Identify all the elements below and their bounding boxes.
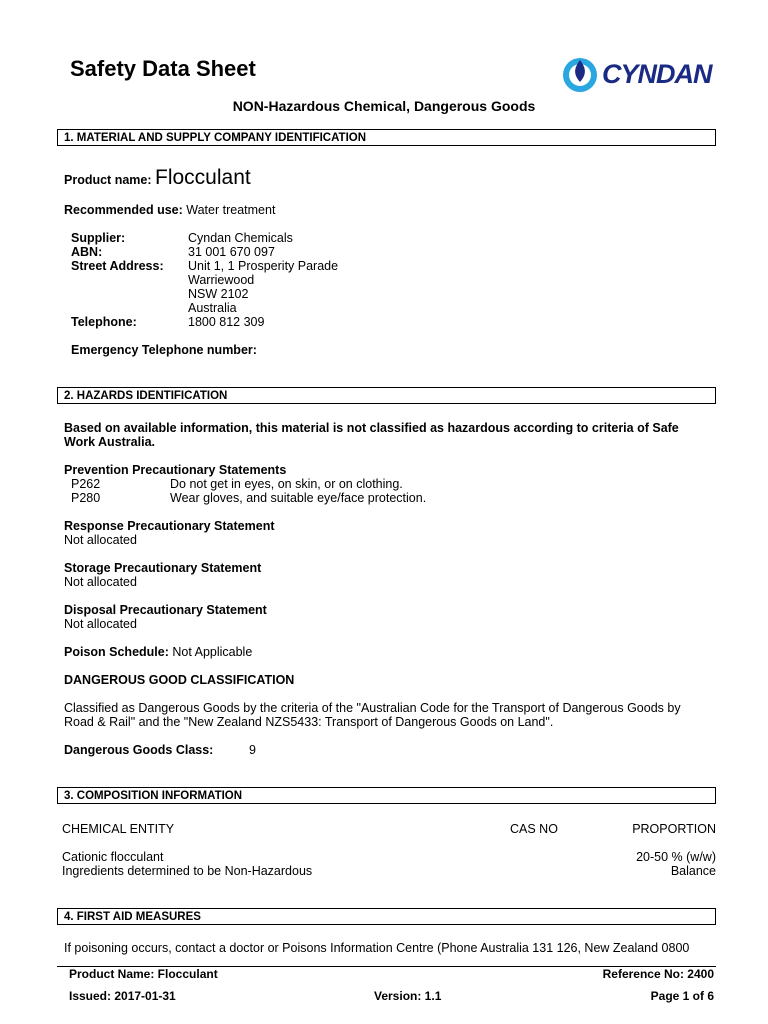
prevention-text-p262: Do not get in eyes, on skin, or on clothing. [170, 477, 403, 491]
col-cas-no: CAS NO [510, 822, 558, 836]
dangerous-good-heading: DANGEROUS GOOD CLASSIFICATION [64, 673, 295, 687]
document-subtitle: NON-Hazardous Chemical, Dangerous Goods [232, 98, 536, 114]
prevention-code-p262: P262 [71, 477, 101, 491]
dangerous-goods-class-label: Dangerous Goods Class: [64, 743, 214, 757]
composition-row-1-entity: Cationic flocculant [62, 850, 164, 864]
footer-issued: Issued: 2017-01-31 [69, 989, 176, 1003]
dangerous-good-line-2: Road & Rail" and the "New Zealand NZS5433: Transport of Dangerous Goods on Land". [64, 715, 554, 729]
prevention-code-p280: P280 [71, 491, 101, 505]
street-address-line-1: Unit 1, 1 Prosperity Parade [188, 259, 339, 273]
disposal-heading: Disposal Precautionary Statement [64, 603, 267, 617]
street-address-line-3: NSW 2102 [188, 287, 249, 301]
product-name-row [64, 166, 251, 190]
logo-text: CYNDAN [602, 59, 712, 89]
composition-row-2-proportion: Balance [670, 864, 716, 878]
footer-version: Version: 1.1 [374, 989, 442, 1003]
cyndan-logo [560, 54, 720, 94]
response-value: Not allocated [64, 533, 137, 547]
composition-row-1-proportion: 20-50 % (w/w) [636, 850, 716, 864]
section-1-heading: 1. MATERIAL AND SUPPLY COMPANY IDENTIFICATION [57, 129, 716, 146]
supplier-value: Cyndan Chemicals [188, 231, 293, 245]
abn-value: 31 001 670 097 [188, 245, 275, 259]
telephone-label: Telephone: [71, 315, 137, 329]
product-name-label: Product name: [64, 173, 152, 187]
response-heading: Response Precautionary Statement [64, 519, 275, 533]
product-name-value: Flocculant [155, 166, 251, 189]
section-3-heading: 3. COMPOSITION INFORMATION [57, 787, 716, 804]
hazard-intro-line-1: Based on available information, this material is not classified as hazardous according to criteria of Safe [64, 421, 679, 435]
document-title: Safety Data Sheet [70, 56, 256, 81]
col-chemical-entity: CHEMICAL ENTITY [62, 822, 175, 836]
storage-heading: Storage Precautionary Statement [64, 561, 262, 575]
storage-value: Not allocated [64, 575, 137, 589]
logo-drop-icon [560, 54, 600, 94]
poison-schedule-value: Not Applicable [172, 645, 253, 659]
dangerous-good-line-1: Classified as Dangerous Goods by the criteria of the "Australian Code for the Transport of Dangerous Goods by [64, 701, 681, 715]
recommended-use-label: Recommended use: [64, 203, 183, 217]
composition-row-2-entity: Ingredients determined to be Non-Hazardous [62, 864, 313, 878]
disposal-value: Not allocated [64, 617, 137, 631]
abn-label: ABN: [71, 245, 103, 259]
hazard-intro-line-2: Work Australia. [64, 435, 155, 449]
footer-product-name: Product Name: Flocculant [69, 967, 218, 981]
street-address-line-4: Australia [188, 301, 237, 315]
footer-reference-no: Reference No: 2400 [602, 967, 714, 981]
footer-page-number: Page 1 of 6 [650, 989, 714, 1003]
prevention-heading: Prevention Precautionary Statements [64, 463, 287, 477]
telephone-value: 1800 812 309 [188, 315, 265, 329]
street-address-line-2: Warriewood [188, 273, 255, 287]
street-address-label: Street Address: [71, 259, 164, 273]
recommended-use-row [64, 203, 275, 217]
col-proportion: PROPORTION [632, 822, 716, 836]
prevention-text-p280: Wear gloves, and suitable eye/face protection. [170, 491, 427, 505]
emergency-telephone-label: Emergency Telephone number: [71, 343, 257, 357]
recommended-use-value: Water treatment [186, 203, 276, 217]
supplier-label: Supplier: [71, 231, 126, 245]
poison-schedule-label: Poison Schedule: [64, 645, 169, 659]
poison-schedule-row [64, 645, 252, 659]
section-2-heading: 2. HAZARDS IDENTIFICATION [57, 387, 716, 404]
dangerous-goods-class-value: 9 [249, 743, 256, 757]
first-aid-line-1: If poisoning occurs, contact a doctor or Poisons Information Centre (Phone Australia 131 126, New Zealand 0800 [64, 941, 690, 955]
section-4-heading: 4. FIRST AID MEASURES [57, 908, 716, 925]
